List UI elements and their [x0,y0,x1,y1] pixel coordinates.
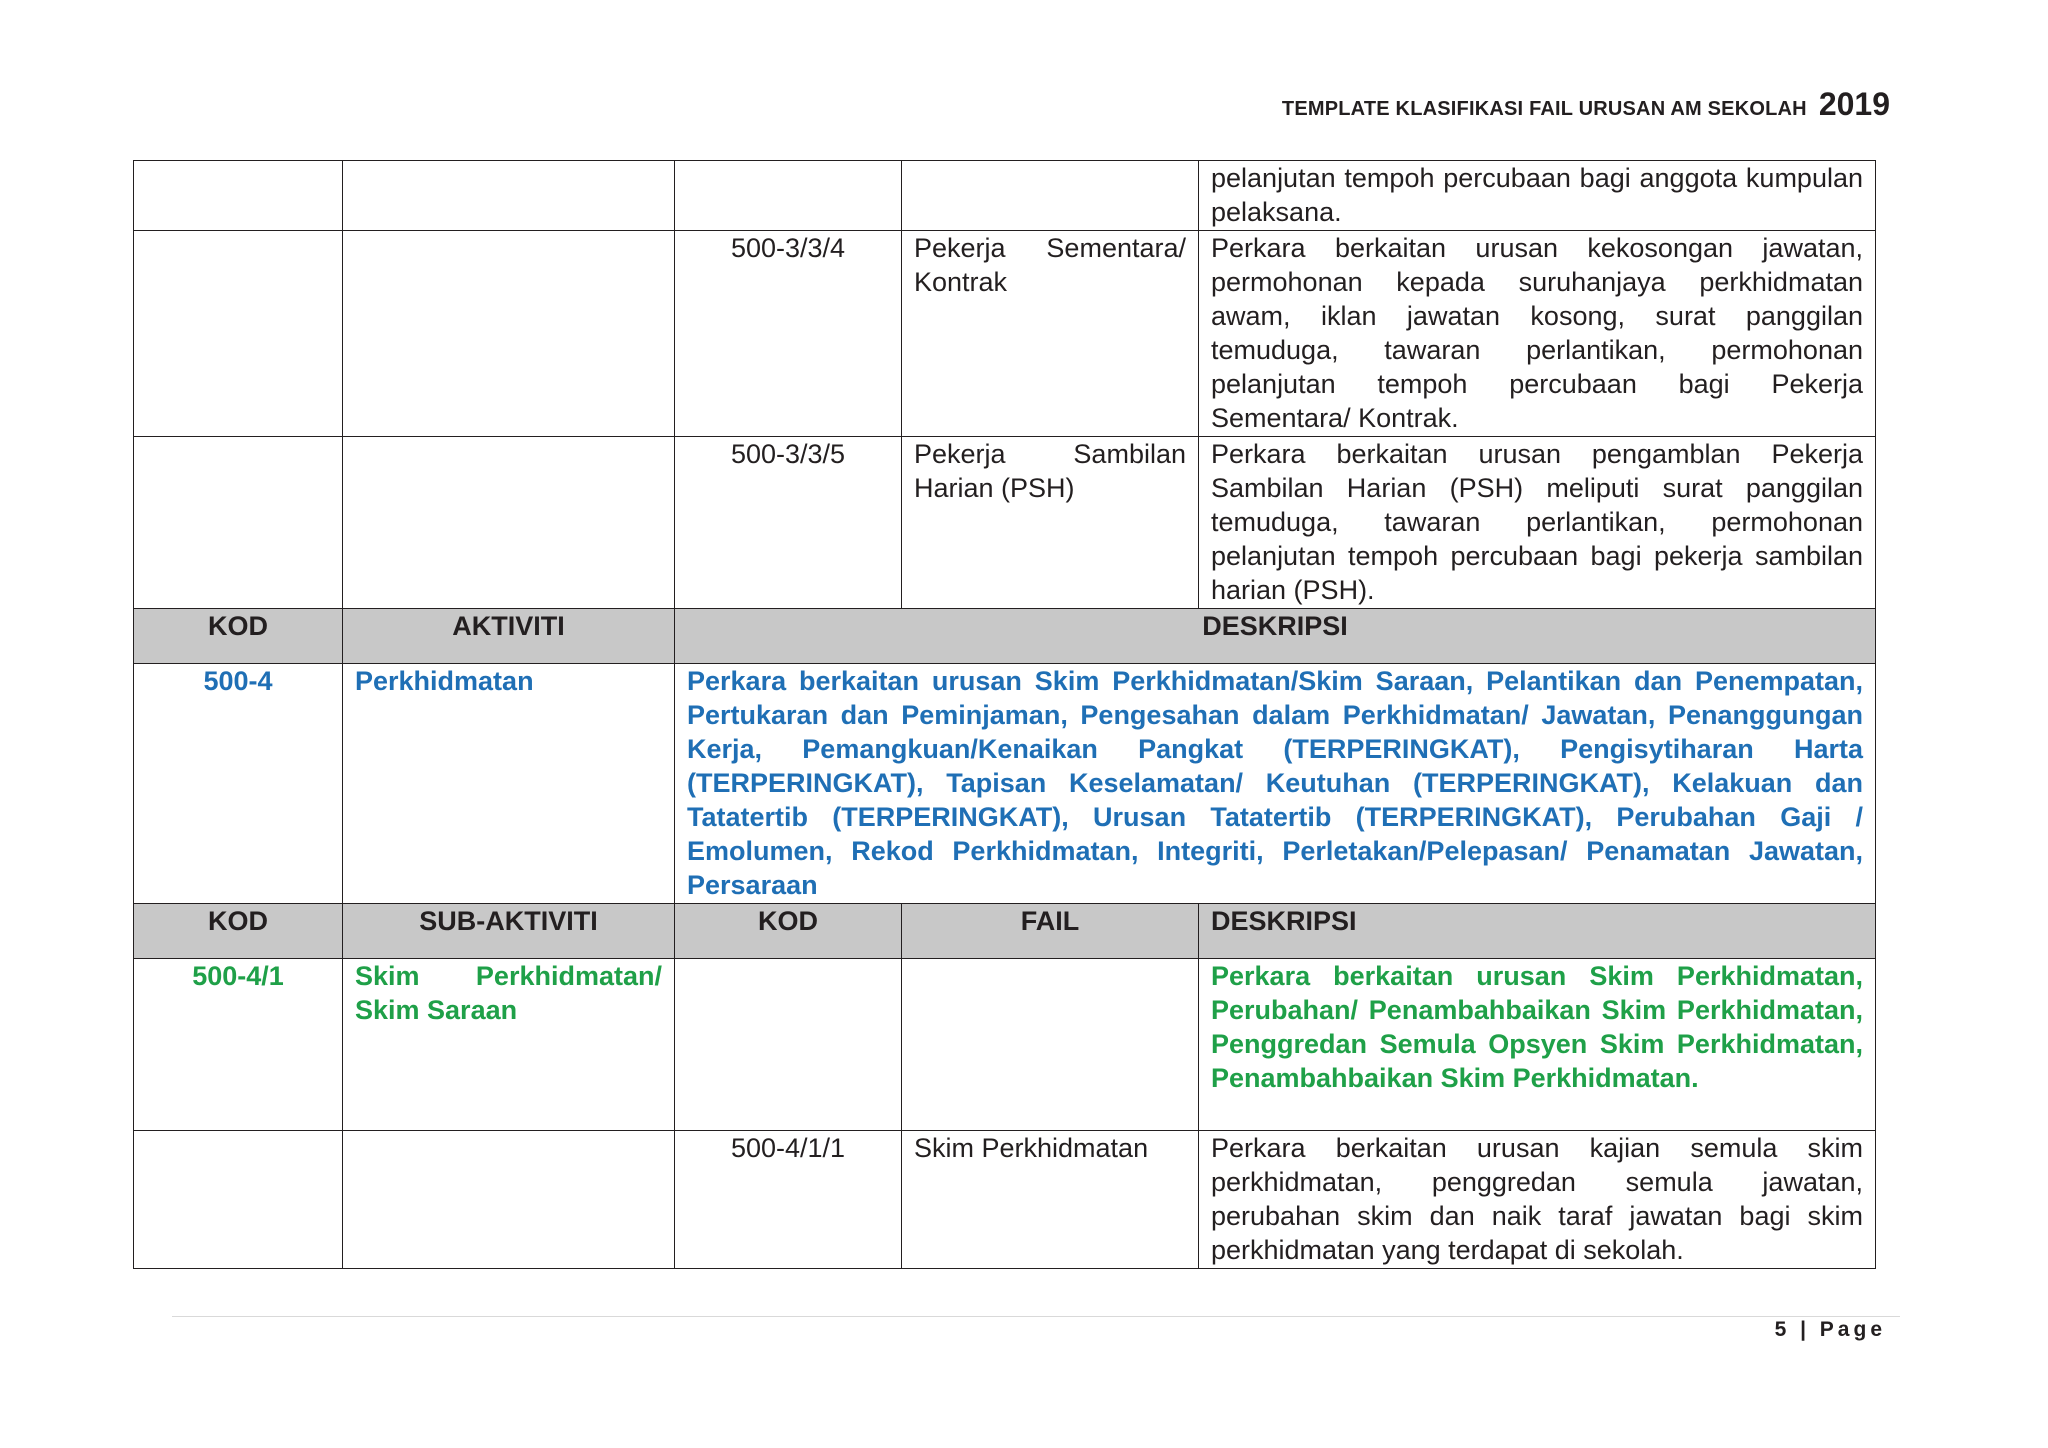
table-row [134,231,1876,437]
aktiviti-cell [343,1131,675,1269]
activity-deskripsi: Perkara berkaitan urusan Skim Perkhidmatan/Skim Saraan, Pelantikan dan Penempatan, Pertukaran dan Peminjaman, Pengesahan dalam Perkhidmatan/ Jawatan, Penanggungan Kerja, Pemangkuan/Kenaikan Pangkat (TERPERINGKAT), Pengisytiharan Harta (TERPERINGKAT), Tapisan Keselamatan/ Keutuhan (TERPERINGKAT), Kelakuan dan Tatatertib (TERPERINGKAT), Urusan Tatatertib (TERPERINGKAT), Perubahan Gaji / Emolumen, Rekod Perkhidmatan, Integriti, Perletakan/Pelepasan/ Penamatan Jawatan, Persaraan [675,664,1876,904]
table-row [134,161,1876,231]
aktiviti-cell [343,437,675,609]
kod-cell [134,437,343,609]
activity-row [134,664,1876,904]
header-deskripsi: DESKRIPSI [675,609,1876,664]
sub-activity-name: Skim Perkhidmatan/ Skim Saraan [343,959,675,1131]
page-number: 5 [1774,1318,1791,1341]
table-header-row [134,904,1876,959]
table-row [134,437,1876,609]
sub-activity-row [134,959,1876,1131]
header-sub-aktiviti: SUB-AKTIVITI [343,904,675,959]
kod-fail-cell [675,161,902,231]
header-deskripsi: DESKRIPSI [1199,904,1876,959]
document-title: TEMPLATE KLASIFIKASI FAIL URUSAN AM SEKOLAH [1281,98,1807,120]
header-kod: KOD [134,904,343,959]
sub-activity-kod: 500-4/1 [134,959,343,1131]
document-year: 2019 [1818,86,1890,122]
activity-name: Perkhidmatan [343,664,675,904]
file-row [134,1131,1876,1269]
file-deskripsi: Perkara berkaitan urusan kajian semula skim perkhidmatan, penggredan semula jawatan, perubahan skim dan naik taraf jawatan bagi skim perkhidmatan yang terdapat di sekolah. [1199,1131,1876,1269]
deskripsi-cell: Perkara berkaitan urusan kekosongan jawatan, permohonan kepada suruhanjaya perkhidmatan awam, iklan jawatan kosong, surat panggilan temuduga, tawaran perlantikan, permohonan pelanjutan tempoh percubaan bagi Pekerja Sementara/ Kontrak. [1199,231,1876,437]
header-kod: KOD [134,609,343,664]
activity-kod: 500-4 [134,664,343,904]
classification-table [133,160,1876,1269]
fail-cell: Pekerja Sementara/ Kontrak [902,231,1199,437]
page-header [1282,86,1890,123]
header-kod-fail: KOD [675,904,902,959]
header-aktiviti: AKTIVITI [343,609,675,664]
kod-fail-cell: 500-3/3/5 [675,437,902,609]
fail-cell: Pekerja Sambilan Harian (PSH) [902,437,1199,609]
aktiviti-cell [343,161,675,231]
file-name: Skim Perkhidmatan [902,1131,1199,1269]
table-header-row [134,609,1876,664]
kod-cell [134,161,343,231]
aktiviti-cell [343,231,675,437]
header-fail: FAIL [902,904,1199,959]
page-footer [1775,1318,1886,1342]
footer-divider [172,1316,1900,1317]
kod-cell [134,231,343,437]
sub-activity-deskripsi: Perkara berkaitan urusan Skim Perkhidmatan, Perubahan/ Penambahbaikan Skim Perkhidmatan, Penggredan Semula Opsyen Skim Perkhidmatan, Penambahbaikan Skim Perkhidmatan. [1199,959,1876,1131]
kod-cell [134,1131,343,1269]
fail-cell [902,959,1199,1131]
fail-cell [902,161,1199,231]
deskripsi-cell: Perkara berkaitan urusan pengamblan Pekerja Sambilan Harian (PSH) meliputi surat panggilan temuduga, tawaran perlantikan, permohonan pelanjutan tempoh percubaan bagi pekerja sambilan harian (PSH). [1199,437,1876,609]
page-label: | Page [1800,1318,1886,1341]
kod-fail-cell: 500-3/3/4 [675,231,902,437]
file-kod: 500-4/1/1 [675,1131,902,1269]
kod-fail-cell [675,959,902,1131]
deskripsi-cell: pelanjutan tempoh percubaan bagi anggota kumpulan pelaksana. [1199,161,1876,231]
